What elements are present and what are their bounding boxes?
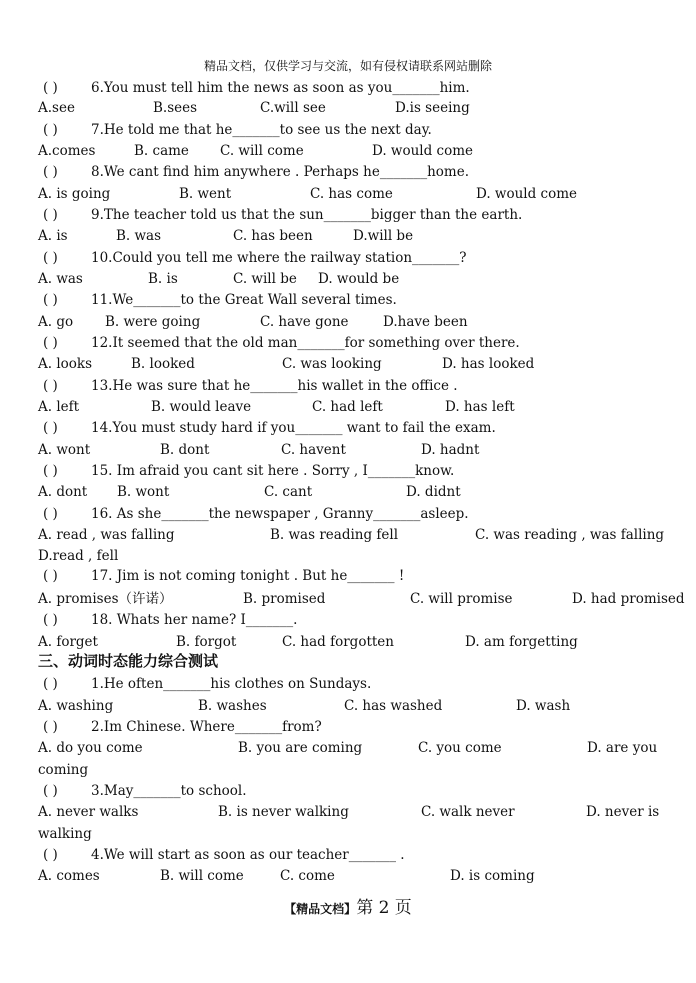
option-choice: D.is seeing	[395, 100, 470, 116]
question-stem	[38, 418, 496, 438]
option-choice: D. had promised	[572, 591, 685, 607]
option-choice: A. looks	[38, 356, 93, 372]
option-choice: A. washing	[38, 698, 114, 714]
question-text: 11.We_______to the Great Wall several times.	[91, 292, 397, 308]
option-choice: D.will be	[353, 228, 414, 244]
answer-blank: ( )	[43, 80, 58, 96]
options-row	[38, 184, 678, 204]
option-choice: C. was looking	[282, 356, 382, 372]
answer-blank: ( )	[43, 463, 58, 479]
options-row	[38, 440, 678, 460]
answer-blank: ( )	[43, 719, 58, 735]
question-text: 14.You must study hard if you_______ want to fail the exam.	[91, 420, 496, 436]
options-row	[38, 226, 678, 246]
option-choice: A. do you come	[38, 740, 143, 756]
options-row	[38, 738, 678, 758]
question-stem	[38, 248, 467, 268]
option-choice: B. would leave	[151, 399, 252, 415]
question-text: 18. Whats her name? I_______.	[91, 612, 298, 628]
options-row	[38, 802, 678, 822]
answer-blank: ( )	[43, 612, 58, 628]
option-choice: B. was reading fell	[270, 527, 399, 543]
answer-blank: ( )	[43, 122, 58, 138]
option-choice: C. come	[280, 868, 335, 884]
question-stem	[38, 461, 454, 481]
question-stem	[38, 376, 458, 396]
option-choice: A. is	[38, 228, 68, 244]
option-choice: C. has been	[233, 228, 313, 244]
option-choice: D. am forgetting	[465, 634, 578, 650]
option-choice: B. went	[179, 186, 232, 202]
option-choice: B. is	[148, 271, 178, 287]
option-choice: C. will promise	[410, 591, 513, 607]
question-stem	[38, 674, 371, 694]
option-choice: A. was	[38, 271, 83, 287]
question-text: 13.He was sure that he_______his wallet in the office .	[91, 378, 458, 394]
option-choice: A. go	[38, 314, 74, 330]
answer-blank: ( )	[43, 378, 58, 394]
question-stem	[38, 205, 522, 225]
option-choice: D. has left	[445, 399, 515, 415]
question-text: 17. Jim is not coming tonight . But he_______ !	[91, 568, 405, 584]
option-choice: D. didnt	[406, 484, 461, 500]
options-row	[38, 312, 678, 332]
option-choice: C.will see	[260, 100, 326, 116]
options-row-continued	[38, 760, 88, 780]
options-row	[38, 589, 685, 609]
options-row	[38, 397, 678, 417]
options-row-continued	[38, 546, 118, 566]
answer-blank: ( )	[43, 164, 58, 180]
question-stem	[38, 504, 469, 524]
option-choice: A. left	[38, 399, 80, 415]
option-choice: C. havent	[281, 442, 346, 458]
option-choice: C. had forgotten	[282, 634, 394, 650]
option-choice: D. would be	[318, 271, 400, 287]
option-choice: D. are you	[587, 740, 658, 756]
option-choice: B. will come	[160, 868, 244, 884]
question-text: 7.He told me that he_______to see us the next day.	[91, 122, 432, 138]
question-text: 9.The teacher told us that the sun_______bigger than the earth.	[91, 207, 523, 223]
option-choice: A. promises（许诺）	[38, 591, 173, 607]
option-choice: A. is going	[38, 186, 111, 202]
question-stem	[38, 78, 470, 98]
option-choice: A. dont	[38, 484, 88, 500]
answer-blank: ( )	[43, 847, 58, 863]
option-choice: B. is never walking	[218, 804, 349, 820]
option-choice: C. walk never	[421, 804, 515, 820]
question-stem	[38, 610, 297, 630]
option-choice: A. read , was falling	[38, 527, 175, 543]
option-choice: B. wont	[117, 484, 170, 500]
question-text: 8.We cant find him anywhere . Perhaps he_______home.	[91, 164, 469, 180]
option-choice: A.comes	[38, 143, 96, 159]
option-choice: C. will be	[233, 271, 297, 287]
option-choice: A. comes	[38, 868, 100, 884]
question-stem	[38, 781, 247, 801]
option-choice: C. you come	[418, 740, 502, 756]
options-row	[38, 98, 678, 118]
option-choice: B. you are coming	[238, 740, 363, 756]
option-choice: C. had left	[312, 399, 383, 415]
question-text: 3.May_______to school.	[91, 783, 247, 799]
question-stem	[38, 290, 397, 310]
question-text: 4.We will start as soon as our teacher_______ .	[91, 847, 405, 863]
option-choice: D.read , fell	[38, 548, 119, 564]
option-choice: B.sees	[153, 100, 198, 116]
question-text: 15. Im afraid you cant sit here . Sorry , I_______know.	[91, 463, 455, 479]
footer-tag: 【精品文档】	[284, 902, 357, 916]
option-choice: B. looked	[131, 356, 195, 372]
option-choice: D. wash	[516, 698, 571, 714]
options-row	[38, 141, 678, 161]
options-row-continued	[38, 824, 92, 844]
option-choice: A. never walks	[38, 804, 139, 820]
question-stem	[38, 845, 405, 865]
answer-blank: ( )	[43, 420, 58, 436]
question-stem	[38, 162, 469, 182]
question-text: 10.Could you tell me where the railway station_______?	[91, 250, 467, 266]
question-text: 1.He often_______his clothes on Sundays.	[91, 676, 372, 692]
options-row	[38, 525, 678, 545]
option-choice: C. have gone	[260, 314, 349, 330]
option-choice: B. was	[116, 228, 162, 244]
answer-blank: ( )	[43, 207, 58, 223]
answer-blank: ( )	[43, 506, 58, 522]
question-stem	[38, 333, 520, 353]
options-row	[38, 269, 678, 289]
answer-blank: ( )	[43, 676, 58, 692]
question-stem	[38, 566, 404, 586]
question-text: 16. As she_______the newspaper , Granny_______asleep.	[91, 506, 469, 522]
options-row	[38, 632, 678, 652]
answer-blank: ( )	[43, 783, 58, 799]
option-choice: D. is coming	[450, 868, 535, 884]
footer-page-number: 第 2 页	[356, 898, 412, 918]
answer-blank: ( )	[43, 568, 58, 584]
option-choice: B. dont	[160, 442, 210, 458]
option-choice: D. never is	[586, 804, 660, 820]
question-text: 2.Im Chinese. Where_______from?	[91, 719, 322, 735]
options-row	[38, 482, 678, 502]
option-choice: B. washes	[198, 698, 267, 714]
question-text: 12.It seemed that the old man_______for something over there.	[91, 335, 520, 351]
option-choice: B. came	[134, 143, 189, 159]
answer-blank: ( )	[43, 292, 58, 308]
question-text: 6.You must tell him the news as soon as you_______him.	[91, 80, 470, 96]
options-row	[38, 354, 678, 374]
page-header: 精品文档，仅供学习与交流，如有侵权请联系网站删除	[203, 59, 492, 73]
section-title: 三、动词时态能力综合测试	[38, 652, 219, 670]
option-choice: C. was reading , was falling	[475, 527, 665, 543]
option-choice: C. will come	[220, 143, 304, 159]
option-choice: C. has washed	[344, 698, 443, 714]
answer-blank: ( )	[43, 335, 58, 351]
option-choice: B. were going	[105, 314, 201, 330]
option-choice: A. wont	[38, 442, 91, 458]
option-choice: coming	[38, 762, 89, 778]
options-row	[38, 696, 678, 716]
options-row	[38, 866, 678, 886]
option-choice: D.have been	[383, 314, 468, 330]
question-stem	[38, 717, 322, 737]
option-choice: D. would come	[476, 186, 578, 202]
option-choice: A.see	[38, 100, 75, 116]
option-choice: A. forget	[38, 634, 98, 650]
option-choice: walking	[38, 826, 92, 842]
option-choice: D. hadnt	[421, 442, 480, 458]
option-choice: B. forgot	[176, 634, 237, 650]
option-choice: C. has come	[310, 186, 393, 202]
question-stem	[38, 120, 432, 140]
answer-blank: ( )	[43, 250, 58, 266]
option-choice: D. would come	[372, 143, 474, 159]
option-choice: B. promised	[243, 591, 326, 607]
page-footer	[0, 893, 696, 918]
option-choice: C. cant	[264, 484, 313, 500]
option-choice: D. has looked	[442, 356, 535, 372]
